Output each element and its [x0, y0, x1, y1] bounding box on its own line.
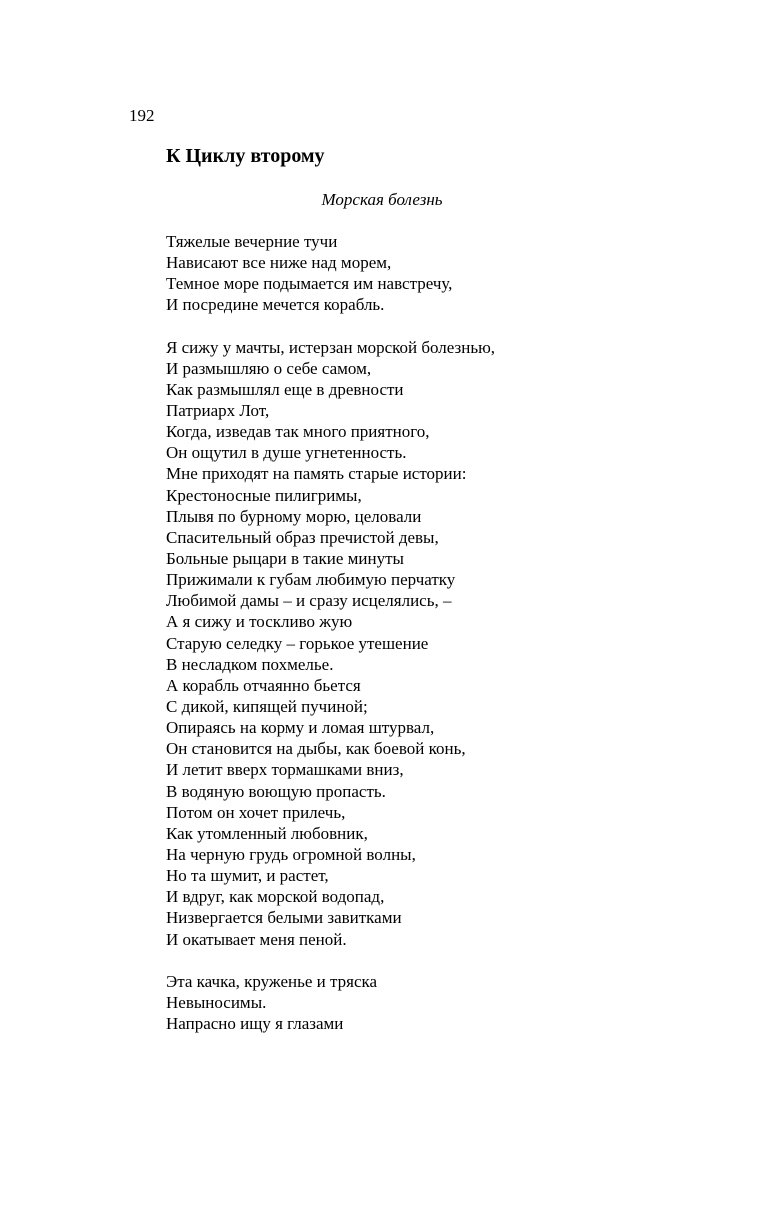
stanza: [166, 971, 646, 1034]
poem-line: Эта качка, круженье и тряска: [166, 971, 378, 991]
poem-line: Как размышлял еще в древности: [166, 379, 404, 399]
poem-title: Морская болезнь: [321, 190, 443, 209]
poem-line: Невыносимы.: [166, 992, 267, 1012]
poem-line: Любимой дамы – и сразу исцелялись, –: [166, 591, 452, 611]
poem-line: И летит вверх тормашками вниз,: [166, 760, 404, 780]
poem-line: Прижимали к губам любимую перчатку: [166, 570, 456, 590]
poem-line: Напрасно ищу я глазами: [166, 1013, 344, 1033]
poem-body: [166, 231, 646, 1055]
section-heading: К Циклу второму: [166, 145, 325, 167]
poem-line: И вдруг, как морской водопад,: [166, 887, 385, 907]
poem-line: А я сижу и тоскливо жую: [166, 612, 353, 632]
poem-line: Патриарх Лот,: [166, 400, 270, 420]
poem-line: Я сижу у мачты, истерзан морской болезнью,: [166, 337, 496, 357]
poem-line: Низвергается белыми завитками: [166, 908, 402, 928]
poem-line: Он ощутил в душе угнетенность.: [166, 443, 407, 463]
poem-line: И размышляю о себе самом,: [166, 358, 372, 378]
poem-line: В водяную воющую пропасть.: [166, 781, 386, 801]
poem-line: И посредине мечется корабль.: [166, 295, 385, 315]
page-number: 192: [129, 106, 155, 125]
poem-line: Он становится на дыбы, как боевой конь,: [166, 739, 466, 759]
stanza: [166, 337, 646, 950]
poem-line: На черную грудь огромной волны,: [166, 844, 416, 864]
poem-line: Нависают все ниже над морем,: [166, 253, 392, 273]
poem-line: Когда, изведав так много приятного,: [166, 422, 430, 442]
poem-line: Потом он хочет прилечь,: [166, 802, 346, 822]
poem-line: Спасительный образ пречистой девы,: [166, 527, 439, 547]
poem-line: Как утомленный любовник,: [166, 823, 368, 843]
poem-line: С дикой, кипящей пучиной;: [166, 696, 368, 716]
stanza: [166, 231, 646, 316]
poem-line: В несладком похмелье.: [166, 654, 334, 674]
poem-line: Но та шумит, и растет,: [166, 866, 329, 886]
poem-line: Мне приходят на память старые истории:: [166, 464, 467, 484]
poem-line: Крестоносные пилигримы,: [166, 485, 362, 505]
poem-line: Опираясь на корму и ломая штурвал,: [166, 718, 435, 738]
poem-line: А корабль отчаянно бьется: [166, 675, 361, 695]
poem-line: Старую селедку – горькое утешение: [166, 633, 429, 653]
poem-line: Больные рыцари в такие минуты: [166, 548, 404, 568]
poem-line: Темное море подымается им навстречу,: [166, 274, 453, 294]
poem-line: Плывя по бурному морю, целовали: [166, 506, 422, 526]
poem-line: И окатывает меня пеной.: [166, 929, 347, 949]
poem-line: Тяжелые вечерние тучи: [166, 232, 338, 251]
